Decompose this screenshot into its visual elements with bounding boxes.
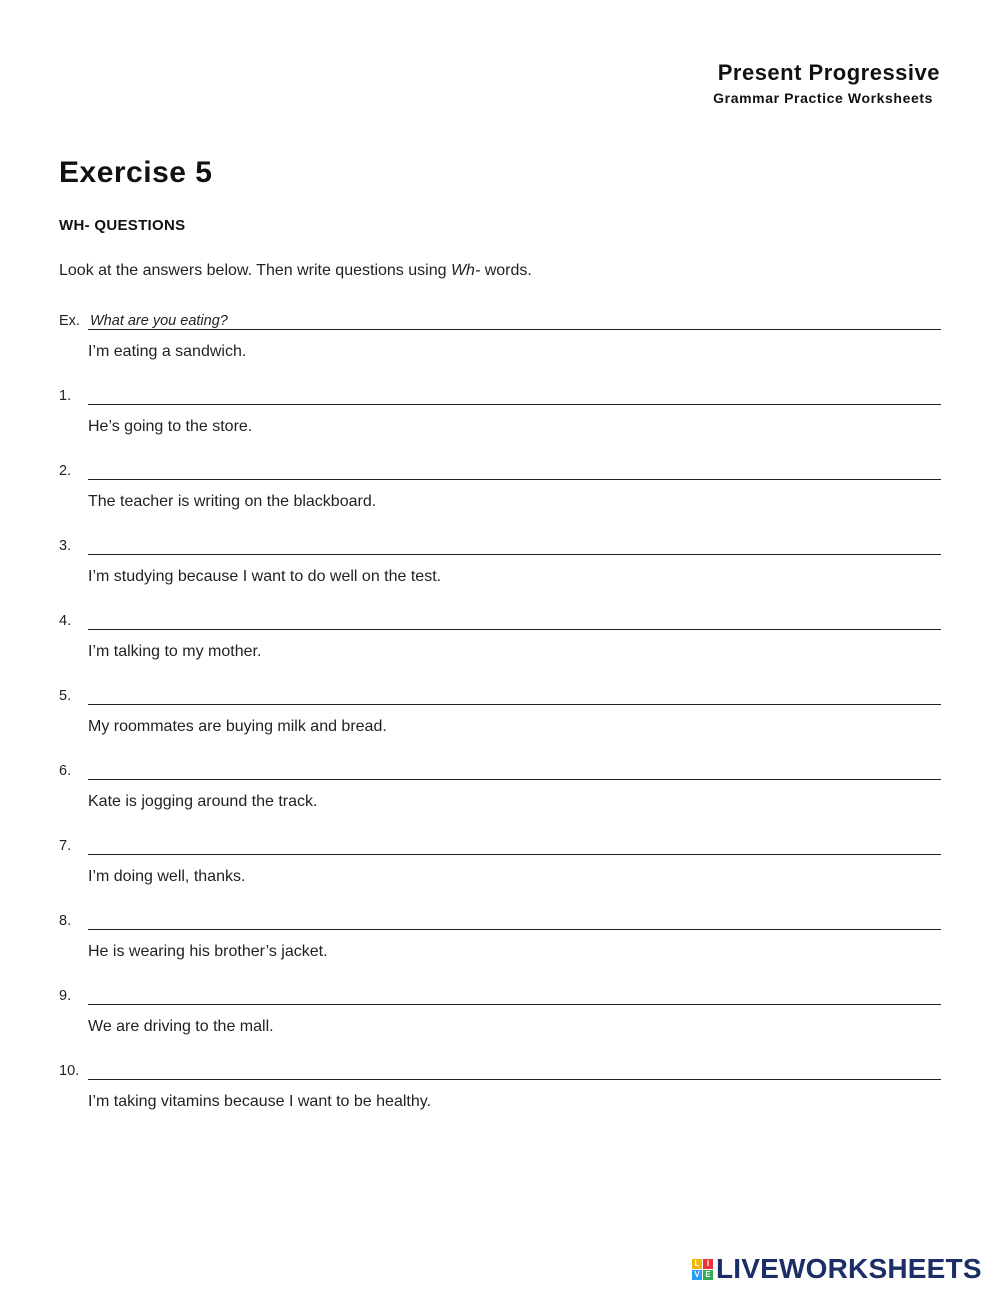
answer-input-6[interactable] [88,763,941,780]
question-item-7 [59,838,941,898]
question-item-1 [59,388,941,448]
logo-mark-icon [692,1259,713,1280]
exercise-title: Exercise 5 [59,156,213,189]
answer-input-4[interactable] [88,613,941,630]
liveworksheets-logo [692,1253,982,1285]
item-number: 5. [59,688,72,704]
item-number: 6. [59,763,72,779]
item-number: 2. [59,463,72,479]
item-number: 3. [59,538,72,554]
item-number: 10. [59,1063,80,1079]
answer-input-5[interactable] [88,688,941,705]
section-heading: WH- QUESTIONS [59,217,186,234]
given-answer-3: I’m studying because I want to do well on the test. [88,568,442,585]
item-number: 8. [59,913,72,929]
given-answer-5: My roommates are buying milk and bread. [88,718,387,735]
example-label: Ex. [59,313,80,329]
logo-mark-cell: I [703,1259,713,1269]
question-item-3 [59,538,941,598]
given-answer-10: I’m taking vitamins because I want to be healthy. [88,1093,431,1110]
given-answer-2: The teacher is writing on the blackboard. [88,493,377,510]
question-item-10 [59,1063,941,1123]
answer-input-9[interactable] [88,988,941,1005]
answer-input-2[interactable] [88,463,941,480]
given-answer-9: We are driving to the mall. [88,1018,274,1035]
given-answer-1: He’s going to the store. [88,418,253,435]
instructions-text-1: Look at the answers below. Then write questions using [59,262,451,279]
given-answer-4: I’m talking to my mother. [88,643,262,660]
example-answer: I’m eating a sandwich. [88,343,247,360]
item-number: 7. [59,838,72,854]
worksheet-subtitle: Grammar Practice Worksheets [713,90,933,106]
worksheet-title: Present Progressive [717,60,940,85]
question-item-6 [59,763,941,823]
item-number: 1. [59,388,72,404]
question-item-5 [59,688,941,748]
logo-text: LIVEWORKSHEETS [716,1253,982,1284]
item-number: 9. [59,988,72,1004]
given-answer-8: He is wearing his brother’s jacket. [88,943,328,960]
question-item-8 [59,913,941,973]
example-item [59,313,941,373]
worksheet-header [713,60,940,106]
example-question: What are you eating? [90,313,228,329]
answer-input-1[interactable] [88,388,941,405]
instructions-italic: Wh- [450,262,481,279]
item-number: 4. [59,613,72,629]
answer-input-8[interactable] [88,913,941,930]
answer-input-10[interactable] [88,1063,941,1080]
instructions-text-2: words. [480,262,532,279]
example-question-line [88,313,941,330]
given-answer-7: I’m doing well, thanks. [88,868,246,885]
answer-input-3[interactable] [88,538,941,555]
question-item-4 [59,613,941,673]
answer-input-7[interactable] [88,838,941,855]
instructions [59,262,532,280]
question-item-2 [59,463,941,523]
question-item-9 [59,988,941,1048]
logo-mark-cell: E [703,1270,713,1280]
given-answer-6: Kate is jogging around the track. [88,793,318,810]
logo-mark-cell: L [692,1259,702,1269]
logo-mark-cell: V [692,1270,702,1280]
